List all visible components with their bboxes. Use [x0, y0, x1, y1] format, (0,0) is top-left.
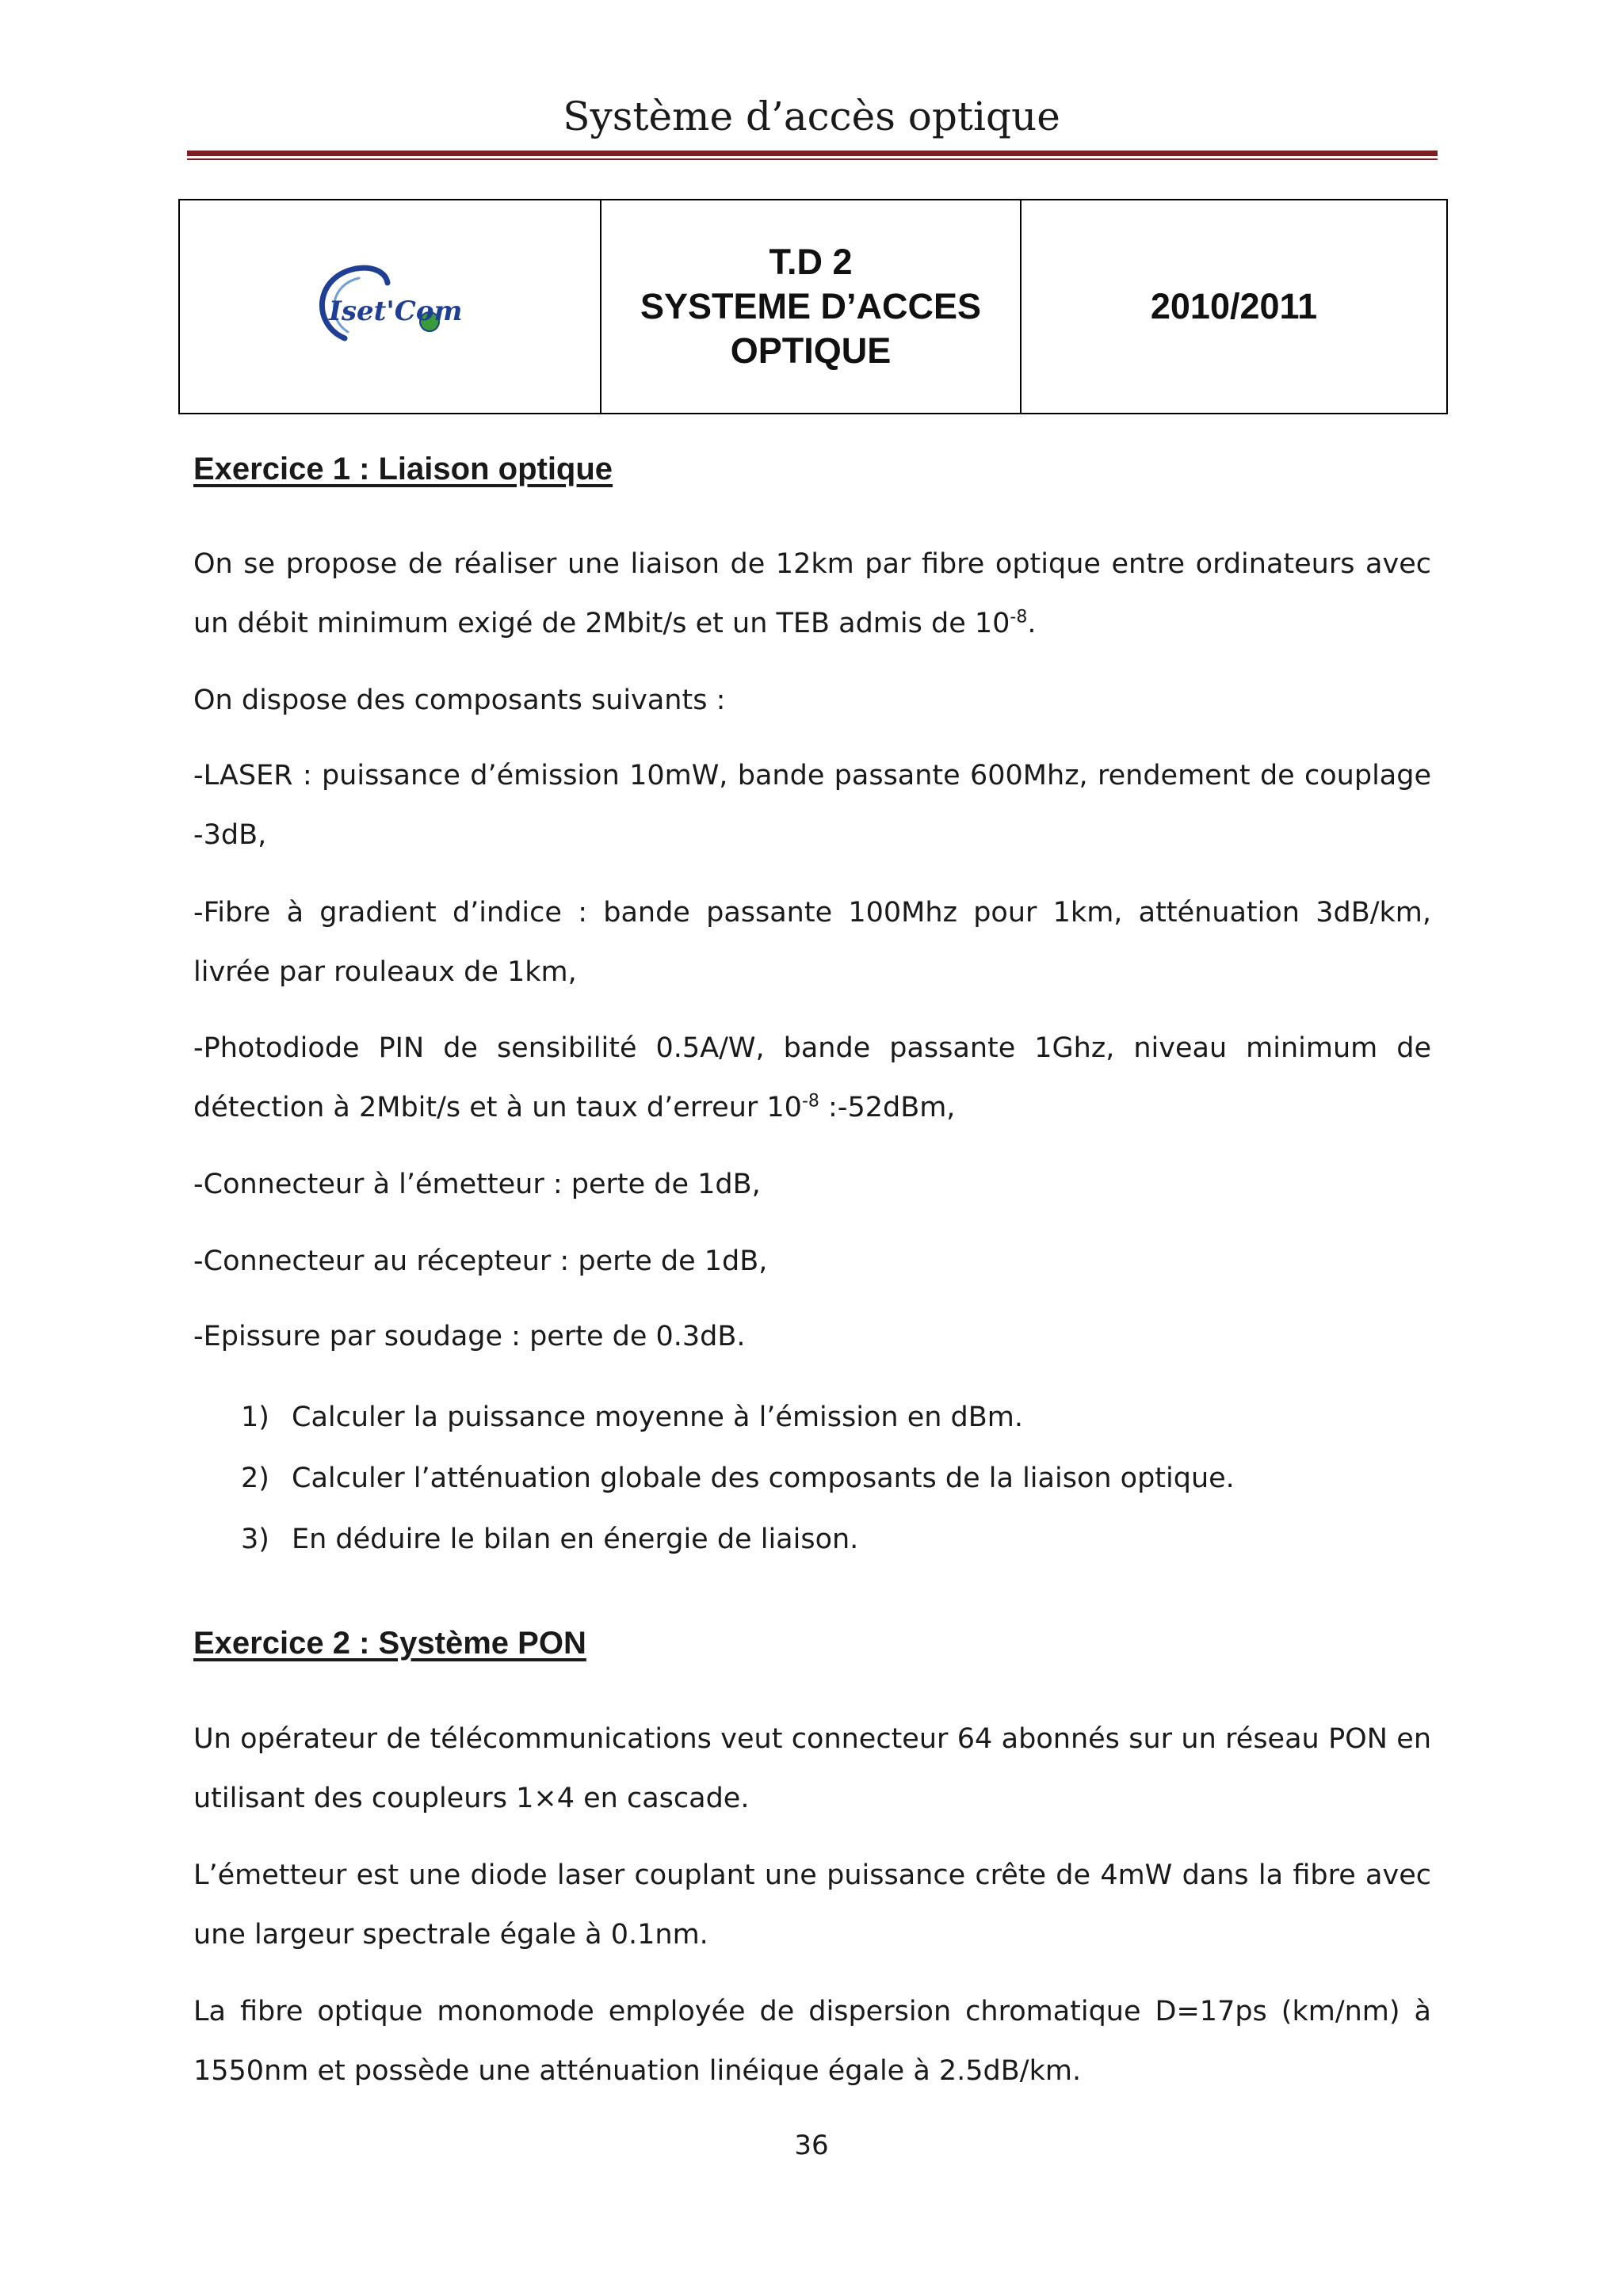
header-rule-thin — [187, 158, 1438, 160]
logo-cell — [180, 200, 601, 413]
ex1-p5-exponent: -8 — [801, 1091, 819, 1112]
exercise-1-heading: Exercice 1 : Liaison optique — [193, 452, 613, 486]
td-title-line3: OPTIQUE — [730, 330, 892, 371]
td-title — [640, 240, 981, 373]
td-title-line2: SYSTEME D’ACCES — [640, 286, 982, 326]
academic-year: 2010/2011 — [1150, 286, 1318, 326]
exercise-2-heading: Exercice 2 : Système PON — [193, 1626, 586, 1661]
question-text: Calculer la puissance moyenne à l’émission en dBm. — [292, 1401, 1023, 1433]
year-cell — [1022, 200, 1446, 413]
ex1-p5-text: -Photodiode PIN de sensibilité 0.5A/W, bande passante 1Ghz, niveau minimum de détection à 2Mbit/s et à un taux d’erreur 10 — [193, 1032, 1431, 1123]
title-table — [178, 199, 1448, 414]
ex1-laser-spec: -LASER : puissance d’émission 10mW, bande passante 600Mhz, rendement de couplage -3dB, — [193, 760, 1431, 851]
ex1-photodiode-spec — [193, 1019, 1431, 1138]
list-item — [241, 1447, 1350, 1508]
list-item — [241, 1508, 1350, 1569]
ex1-paragraph-1 — [193, 535, 1431, 654]
header-rule — [187, 151, 1438, 156]
ex1-p1-exponent: -8 — [1010, 607, 1028, 627]
ex1-fibre-spec: -Fibre à gradient d’indice : bande passante 100Mhz pour 1km, atténuation 3dB/km, livrée par rouleaux de 1km, — [193, 897, 1431, 988]
page-header-title: Système d’accès optique — [563, 93, 1060, 139]
ex2-paragraph-3: La fibre optique monomode employée de dispersion chromatique D=17ps (km/nm) à 1550nm et possède une atténuation linéique égale à 2.5dB/km. — [193, 1996, 1431, 2087]
ex1-question-list — [241, 1386, 1350, 1569]
ex1-paragraph-2: On dispose des composants suivants : — [193, 685, 726, 716]
question-text: En déduire le bilan en énergie de liaison. — [292, 1523, 859, 1555]
ex1-p1-text: On se propose de réaliser une liaison de 12km par fibre optique entre ordinateurs avec un débit minimum exigé de 2Mbit/s et un TEB admis de 10 — [193, 548, 1431, 639]
question-text: Calculer l’atténuation globale des composants de la liaison optique. — [292, 1462, 1235, 1494]
td-title-cell — [601, 200, 1022, 413]
ex1-splice: -Epissure par soudage : perte de 0.3dB. — [193, 1321, 746, 1352]
logo-text: Iset'Com — [329, 296, 463, 327]
question-number: 1) — [241, 1401, 269, 1433]
ex1-connector-receiver: -Connecteur au récepteur : perte de 1dB, — [193, 1245, 768, 1277]
ex1-p1-end: . — [1027, 608, 1037, 639]
page-number: 36 — [794, 2130, 829, 2161]
question-number: 2) — [241, 1462, 269, 1494]
isetcom-logo — [307, 259, 473, 354]
list-item — [241, 1386, 1350, 1447]
ex2-paragraph-1: Un opérateur de télécommunications veut connecteur 64 abonnés sur un réseau PON en utilisant des coupleurs 1×4 en cascade. — [193, 1723, 1431, 1814]
td-title-line1: T.D 2 — [769, 242, 853, 282]
ex2-paragraph-2: L’émetteur est une diode laser couplant une puissance crête de 4mW dans la fibre avec une largeur spectrale égale à 0.1nm. — [193, 1859, 1431, 1951]
ex1-connector-emitter: -Connecteur à l’émetteur : perte de 1dB, — [193, 1169, 761, 1200]
ex1-p5-end: :-52dBm, — [819, 1092, 956, 1123]
question-number: 3) — [241, 1523, 269, 1555]
